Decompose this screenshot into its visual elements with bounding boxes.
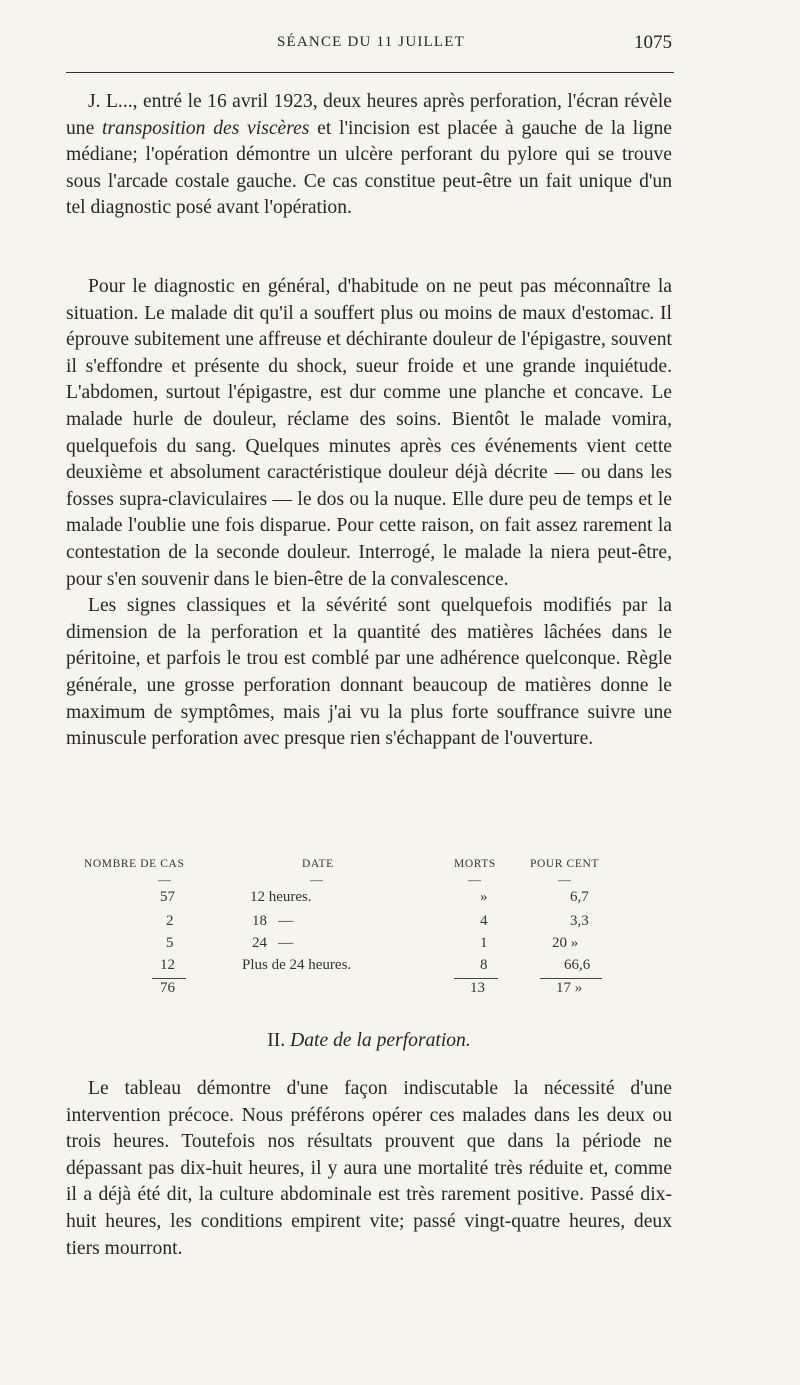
total-rule-percent: [540, 978, 602, 979]
case-report-tail: et l'incision est placée à gauche de la ligne médiane; l'opération démontre un ulcère perforant du pylore qui se trouve sous l'arcade costale gauche. Ce cas constitue peut-être un fait unique d'un tel diagnostic posé avant l'opération.: [66, 117, 672, 219]
table-cell-cases: 12: [160, 957, 175, 973]
paragraph-signs: Les signes classiques et la sévérité sont quelquefois modifiés par la dimension de la perforation et la quantité des matières lâchées dans le péritoine, et parfois le trou est comblé par une adhérence quelconque. Règle générale, une grosse perforation donnant beaucoup de matières donne le maximum de symptômes, mais j'ai vu la plus forte souffrance suivre une minuscule perforation avec presque rien s'échappant de l'ouverture.: [66, 595, 672, 750]
section-heading: [66, 1030, 672, 1052]
table-cell-cases: 57: [160, 889, 175, 905]
header-dash-cases: —: [158, 872, 171, 887]
total-cases: 76: [160, 980, 175, 996]
case-report-italic: transposition des viscères: [102, 117, 310, 139]
header-percent: POUR CENT: [530, 858, 599, 870]
paragraph-case-report: [66, 89, 672, 222]
section-title: Date de la perforation.: [290, 1030, 471, 1051]
table-cell-date: 24 —: [252, 935, 294, 951]
total-rule-cases: [152, 978, 186, 979]
table-cell-percent: 3,3: [570, 913, 589, 929]
page-header: [66, 30, 676, 60]
header-dash-date: —: [310, 872, 323, 887]
header-cases: NOMBRE DE CAS: [84, 858, 185, 870]
diagnosis-section: [66, 274, 672, 753]
paragraph-timing: Le tableau démontre d'une façon indiscutable la nécessité d'une intervention précoce. Nous préférons opérer ces malades dans les deux ou trois heures. Toutefois nos résultats prouvent que dans la période ne dépassant pas dix-huit heures, il y aura une mortalité très réduite et, comme il a déjà été dit, la culture abdominale est très rarement positive. Passé dix-huit heures, les conditions empirent vite; passé vingt-quatre heures, deux tiers mourront.: [66, 1078, 672, 1259]
total-deaths: 13: [470, 980, 485, 996]
header-rule: [66, 72, 674, 73]
table-cell-percent: 66,6: [564, 957, 591, 973]
page-number: 1075: [634, 32, 672, 53]
table-cell-percent: 20 »: [552, 935, 579, 951]
table-cell-date: 18 —: [252, 913, 294, 929]
table-cell-date: 12 heures.: [250, 889, 312, 905]
table-cell-percent: 6,7: [570, 889, 589, 905]
table-cell-cases: 5: [166, 935, 174, 951]
header-date: DATE: [302, 858, 334, 870]
table-cell-deaths: 4: [480, 913, 488, 929]
total-rule-deaths: [454, 978, 498, 979]
header-dash-deaths: —: [468, 872, 481, 887]
total-percent: 17 »: [556, 980, 583, 996]
header-deaths: MORTS: [454, 858, 496, 870]
table-cell-deaths: »: [480, 889, 488, 905]
table-cell-deaths: 1: [480, 935, 488, 951]
section-numeral: II.: [267, 1030, 286, 1051]
running-title: SÉANCE DU 11 JUILLET: [276, 34, 465, 50]
table-cell-cases: 2: [166, 913, 174, 929]
timing-section: [66, 1076, 672, 1262]
table-cell-deaths: 8: [480, 957, 488, 973]
table-cell-date: Plus de 24 heures.: [242, 957, 352, 973]
paragraph-diagnosis: Pour le diagnostic en général, d'habitude on ne peut pas méconnaître la situation. Le malade dit qu'il a souffert plus ou moins de maux d'estomac. Il éprouve subitement une affreuse et déchirante douleur de l'épigastre, souvent il s'effondre et présente du shock, sueur froide et une grande inquiétude. L'abdomen, surtout l'épigastre, est dur comme une planche et concave. Le malade hurle de douleur, réclame des soins. Bientôt le malade vomira, quelquefois du sang. Quelques minutes après ces événements vient cette deuxième et absolument caractéristique douleur déjà décrite — ou dans les fosses supra-claviculaires — le dos ou la nuque. Elle dure peu de temps et le malade l'oublie une fois disparue. Pour cette raison, on fait assez rarement la contestation de la seconde douleur. Interrogé, le malade la niera peut-être, pour s'en souvenir dans le bien-être de la convalescence.: [66, 276, 672, 590]
header-dash-percent: —: [558, 872, 571, 887]
case-report-lead: J. L..., entré le 16 avril 1923, deux heures après perforation, l'écran révèle une: [66, 91, 672, 139]
